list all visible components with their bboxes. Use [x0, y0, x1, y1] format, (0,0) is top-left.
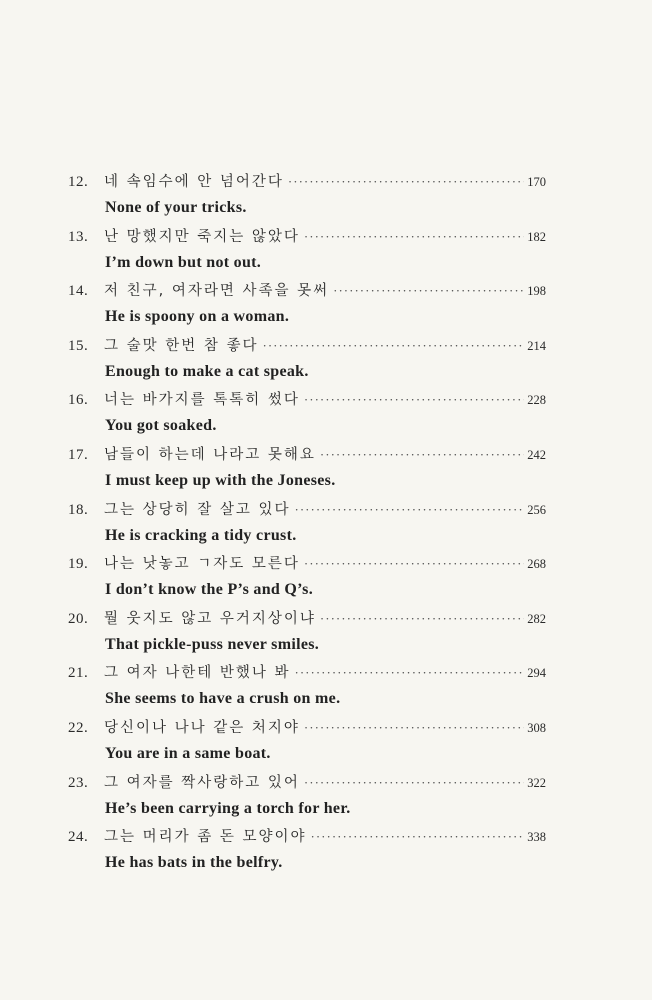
toc-entry-14 — [68, 279, 546, 334]
dot-leader — [304, 775, 524, 791]
korean-title: 나는 낫놓고 ㄱ자도 모른다 — [104, 556, 300, 573]
entry-number: 22. — [68, 719, 89, 736]
entry-number: 19. — [68, 556, 89, 573]
page-number: 198 — [527, 284, 546, 299]
korean-title: 뭘 웃지도 않고 우거지상이냐 — [104, 610, 316, 627]
english-title: He has bats in the belfry. — [105, 854, 283, 872]
korean-title: 그 여자를 짝사랑하고 있어 — [104, 774, 300, 791]
entry-number: 24. — [68, 829, 89, 846]
english-title: He is spoony on a woman. — [105, 308, 290, 326]
entry-number: 16. — [68, 392, 89, 409]
toc-entry-17 — [68, 443, 546, 498]
toc-entry-21 — [68, 661, 546, 716]
entry-number: 21. — [68, 665, 89, 682]
english-title: He’s been carrying a torch for her. — [105, 799, 351, 817]
korean-title: 그 여자 나한테 반했나 봐 — [104, 665, 291, 682]
toc-entry-18 — [68, 498, 546, 553]
page-number: 182 — [527, 229, 546, 244]
toc-entry-23 — [68, 771, 546, 826]
dot-leader — [295, 665, 525, 681]
toc-entry-15 — [68, 334, 546, 389]
entry-number: 17. — [68, 446, 89, 463]
page-number: 308 — [527, 720, 546, 735]
english-title: He is cracking a tidy crust. — [105, 526, 297, 544]
dot-leader — [304, 556, 524, 572]
dot-leader — [304, 229, 524, 245]
dot-leader — [333, 283, 524, 299]
page-number: 282 — [527, 611, 546, 626]
dot-leader — [320, 447, 524, 463]
korean-title: 네 속임수에 안 넘어간다 — [104, 174, 284, 190]
page-number: 256 — [527, 502, 546, 517]
toc-entry-22 — [68, 716, 546, 771]
english-title: You are in a same boat. — [105, 744, 271, 762]
korean-title: 너는 바가지를 톡톡히 썼다 — [104, 392, 300, 409]
english-title: I don’t know the P’s and Q’s. — [105, 581, 313, 599]
english-title: Enough to make a cat speak. — [105, 362, 309, 380]
table-of-contents — [68, 170, 546, 880]
page-number: 322 — [527, 775, 546, 790]
korean-title: 당신이나 나나 같은 처지야 — [104, 719, 300, 736]
entry-number: 12. — [68, 174, 89, 190]
page-number: 228 — [527, 393, 546, 408]
toc-entry-20 — [68, 607, 546, 662]
page-number: 170 — [527, 175, 546, 189]
page-number: 294 — [527, 666, 546, 681]
dot-leader — [304, 720, 524, 736]
dot-leader — [311, 829, 525, 845]
english-title: I must keep up with the Joneses. — [105, 471, 336, 489]
english-title: That pickle-puss never smiles. — [105, 635, 320, 653]
dot-leader — [288, 174, 524, 190]
dot-leader — [263, 338, 525, 354]
korean-title: 저 친구, 여자라면 사족을 못써 — [104, 283, 330, 300]
entry-number: 20. — [68, 610, 89, 627]
page-number: 338 — [527, 830, 546, 845]
entry-number: 13. — [68, 228, 89, 245]
page-number: 214 — [527, 338, 546, 353]
toc-entry-13 — [68, 225, 546, 280]
entry-number: 14. — [68, 283, 89, 300]
english-title: I’m down but not out. — [105, 253, 262, 271]
toc-entry-19 — [68, 552, 546, 607]
entry-number: 15. — [68, 337, 89, 354]
dot-leader — [295, 502, 525, 518]
page-number: 242 — [527, 447, 546, 462]
toc-entry-16 — [68, 388, 546, 443]
korean-title: 난 망했지만 죽지는 않았다 — [104, 228, 300, 245]
toc-entry-12 — [68, 170, 546, 225]
toc-entry-24 — [68, 825, 546, 880]
english-title: None of your tricks. — [105, 199, 247, 216]
entry-number: 18. — [68, 501, 89, 518]
english-title: She seems to have a crush on me. — [105, 690, 341, 708]
entry-number: 23. — [68, 774, 89, 791]
korean-title: 남들이 하는데 나라고 못해요 — [104, 446, 316, 463]
korean-title: 그는 머리가 좀 돈 모양이야 — [104, 829, 307, 846]
dot-leader — [320, 611, 524, 627]
english-title: You got soaked. — [105, 417, 217, 435]
page-number: 268 — [527, 557, 546, 572]
dot-leader — [304, 392, 524, 408]
korean-title: 그는 상당히 잘 살고 있다 — [104, 501, 291, 518]
korean-title: 그 술맛 한번 참 좋다 — [104, 337, 259, 354]
